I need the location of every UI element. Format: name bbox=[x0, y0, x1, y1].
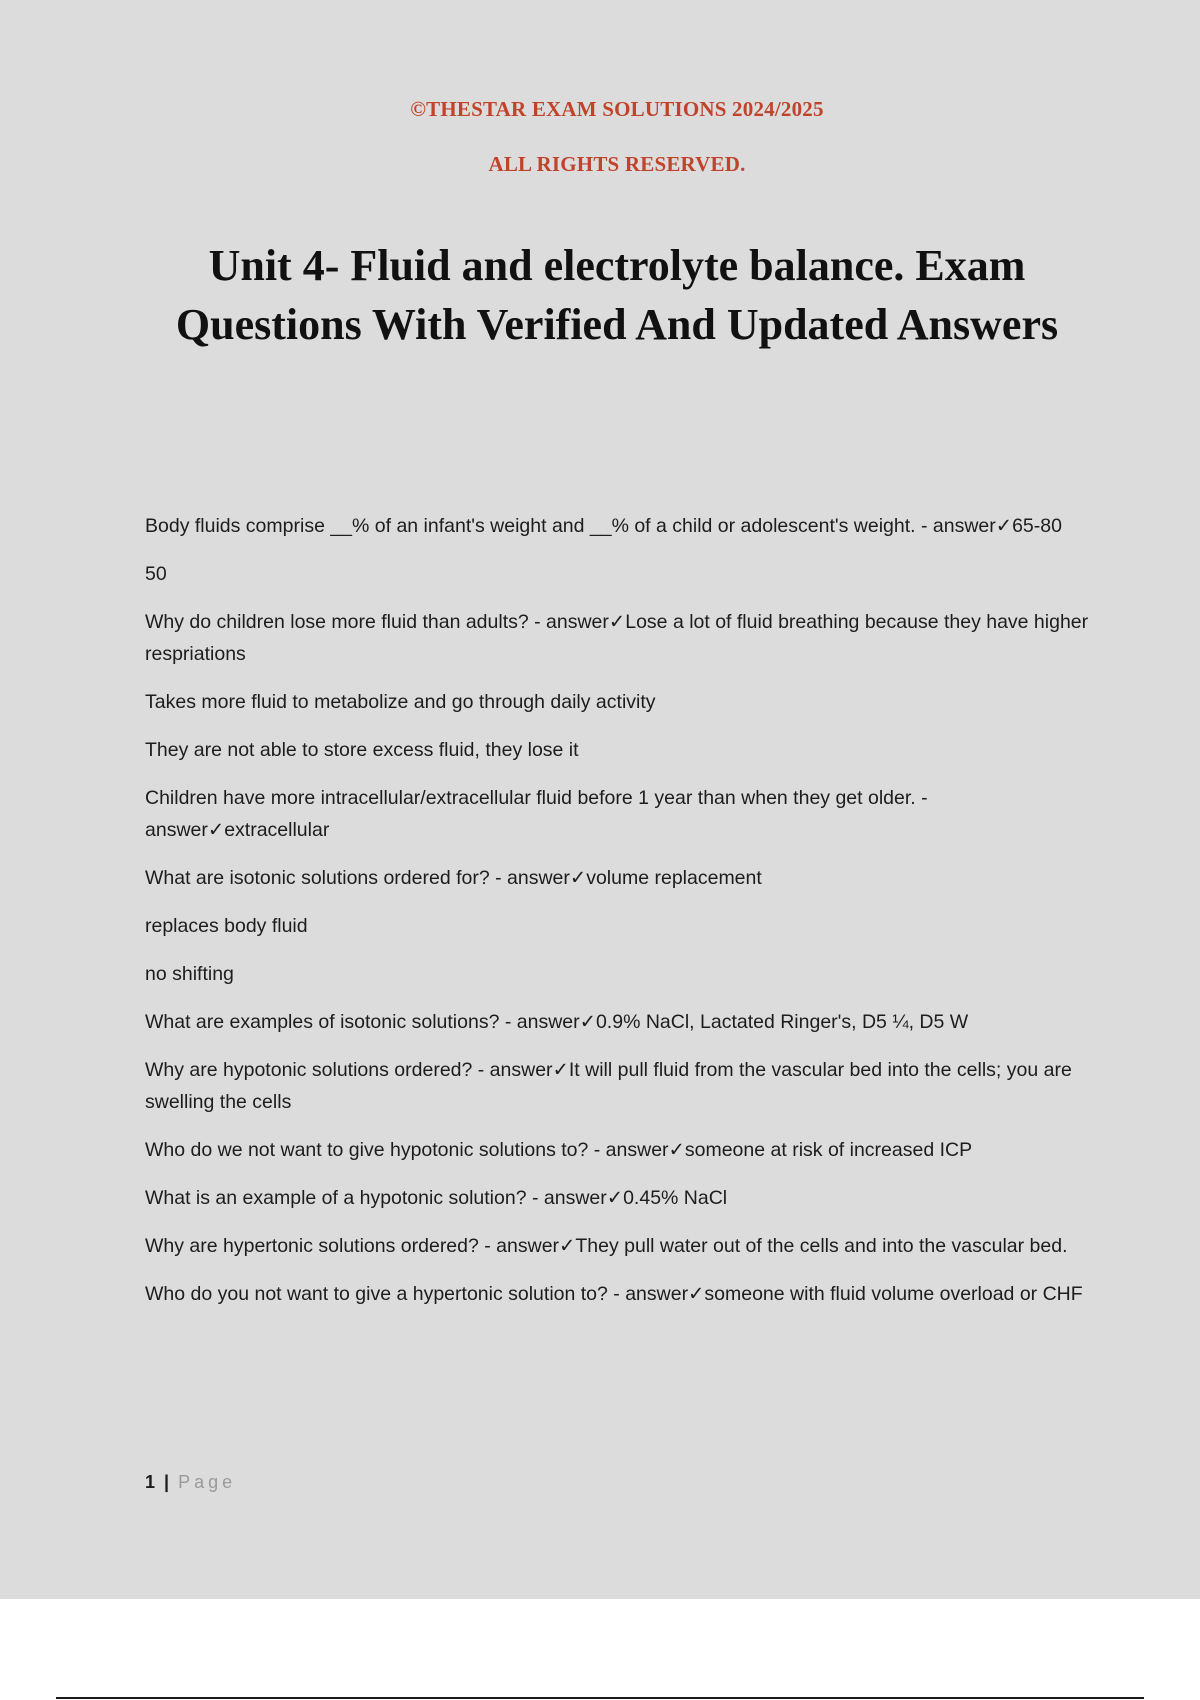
rights-reserved-header: ALL RIGHTS RESERVED. bbox=[488, 152, 746, 176]
qa-paragraph: no shifting bbox=[145, 963, 234, 985]
bottom-divider bbox=[56, 1697, 1144, 1699]
qa-paragraph: Why are hypertonic solutions ordered? - answer✓They pull water out of the cells and into the vascular bed. bbox=[145, 1235, 1068, 1257]
qa-paragraph: They are not able to store excess fluid, they lose it bbox=[145, 739, 579, 761]
page-separator: | bbox=[164, 1472, 170, 1492]
document-title: Unit 4- Fluid and electrolyte balance. Exam Questions With Verified And Updated Answers bbox=[175, 241, 1059, 349]
qa-paragraph: Who do you not want to give a hypertonic solution to? - answer✓someone with fluid volume overload or CHF bbox=[145, 1283, 1083, 1305]
question-answer-list bbox=[145, 510, 1095, 1326]
qa-paragraph: Children have more intracellular/extracellular fluid before 1 year than when they get older. - answer✓extracellular bbox=[145, 787, 928, 841]
qa-paragraph: What are examples of isotonic solutions? - answer✓0.9% NaCl, Lactated Ringer's, D5 ¼, D5 W bbox=[145, 1011, 969, 1033]
qa-paragraph: Body fluids comprise __% of an infant's weight and __% of a child or adolescent's weight. - answer✓65-80 bbox=[145, 515, 1062, 537]
qa-paragraph: What are isotonic solutions ordered for? - answer✓volume replacement bbox=[145, 867, 762, 889]
copyright-header: ©THESTAR EXAM SOLUTIONS 2024/2025 bbox=[410, 97, 824, 121]
page-footer bbox=[145, 1472, 236, 1493]
qa-paragraph: replaces body fluid bbox=[145, 915, 308, 937]
page-number: 1 bbox=[145, 1472, 156, 1492]
page-label: Page bbox=[178, 1472, 237, 1492]
qa-paragraph: Who do we not want to give hypotonic solutions to? - answer✓someone at risk of increased ICP bbox=[145, 1139, 973, 1161]
qa-paragraph: What is an example of a hypotonic solution? - answer✓0.45% NaCl bbox=[145, 1187, 728, 1209]
qa-paragraph: 50 bbox=[145, 563, 167, 585]
qa-paragraph: Why are hypotonic solutions ordered? - answer✓It will pull fluid from the vascular bed into the cells; you are swelling the cells bbox=[145, 1059, 1072, 1113]
qa-paragraph: Why do children lose more fluid than adults? - answer✓Lose a lot of fluid breathing because they have higher respriations bbox=[145, 611, 1089, 665]
qa-paragraph: Takes more fluid to metabolize and go through daily activity bbox=[145, 691, 656, 713]
